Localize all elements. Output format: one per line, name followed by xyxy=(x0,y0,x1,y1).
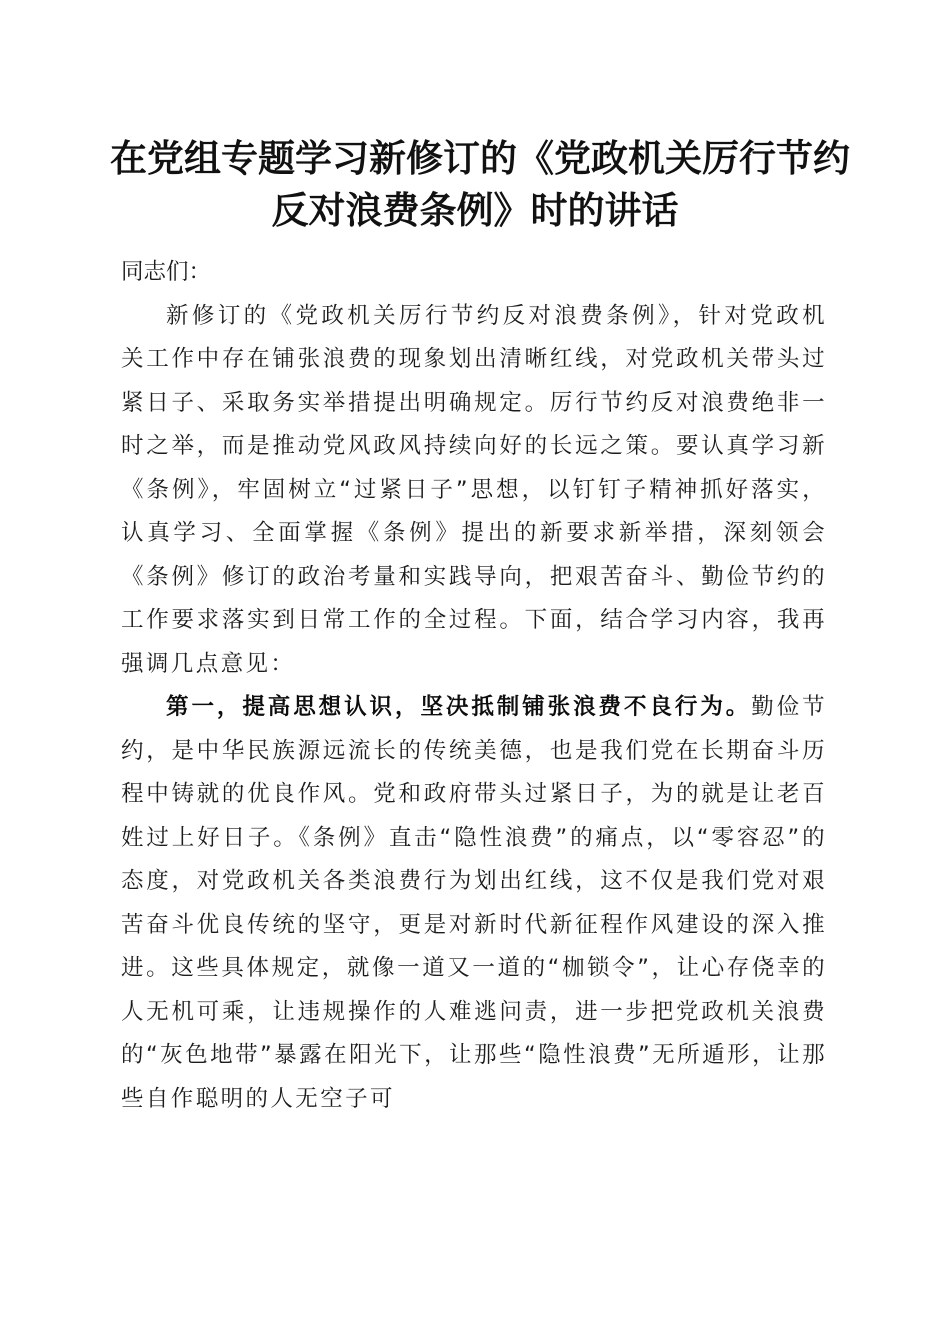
document-body xyxy=(121,251,827,1121)
title-line-1: 在党组专题学习新修订的《党政机关厉行节约 xyxy=(110,136,850,180)
paragraph-first-point-heading: 第一，提高思想认识，坚决抵制铺张浪费不良行为。 xyxy=(166,694,752,720)
paragraph-first-point-text: 勤俭节约，是中华民族源远流长的传统美德，也是我们党在长期奋斗历程中铸就的优良作风。党和政府带头过紧日子，为的就是让老百姓过上好日子。《条例》直击“隐性浪费”的痛点，以“零容忍”的态度，对党政机关各类浪费行为划出红线，这不仅是我们党对艰苦奋斗优良传统的坚守，更是对新时代新征程作风建设的深入推进。这些具体规定，就像一道又一道的“枷锁令”，让心存侥幸的人无机可乘，让违规操作的人难逃问责，进一步把党政机关浪费的“灰色地带”暴露在阳光下，让那些“隐性浪费”无所遁形，让那些自作聪明的人无空子可 xyxy=(121,694,828,1112)
document-title xyxy=(110,132,850,236)
paragraph-intro: 新修订的《党政机关厉行节约反对浪费条例》，针对党政机关工作中存在铺张浪费的现象划出清晰红线，对党政机关带头过紧日子、采取务实举措提出明确规定。厉行节约反对浪费绝非一时之举，而是推动党风政风持续向好的长远之策。要认真学习新《条例》，牢固树立“过紧日子”思想，以钉钉子精神抓好落实，认真学习、全面掌握《条例》提出的新要求新举措，深刻领会《条例》修订的政治考量和实践导向，把艰苦奋斗、勤俭节约的工作要求落实到日常工作的全过程。下面，结合学习内容，我再强调几点意见： xyxy=(121,302,827,677)
greeting: 同志们： xyxy=(121,259,212,285)
paragraph-first-point xyxy=(121,686,827,1121)
title-line-2: 反对浪费条例》时的讲话 xyxy=(271,188,679,232)
